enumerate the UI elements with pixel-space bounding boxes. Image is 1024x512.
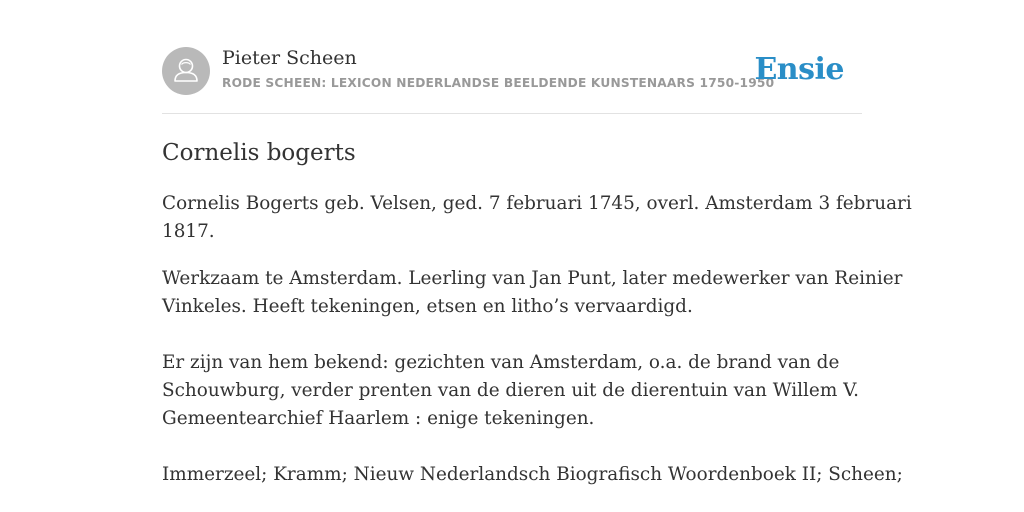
article-paragraph [162, 265, 903, 321]
paragraph-line: 1817. [162, 221, 215, 242]
paragraph-line: Cornelis Bogerts geb. Velsen, ged. 7 februari 1745, overl. Amsterdam 3 februari [162, 193, 912, 214]
paragraph-line: Werkzaam te Amsterdam. Leerling van Jan Punt, later medewerker van Reinier [162, 268, 903, 289]
article-paragraph [162, 349, 862, 433]
paragraph-line: Gemeentearchief Haarlem : enige tekeningen. [162, 408, 595, 429]
article-header [162, 46, 862, 96]
source-label[interactable]: RODE SCHEEN: LEXICON NEDERLANDSE BEELDENDE KUNSTENAARS 1750-1950 [222, 76, 775, 90]
user-silhouette-icon [162, 47, 210, 95]
header-divider [162, 113, 862, 114]
article-paragraph [162, 461, 903, 489]
article-paragraph [162, 190, 912, 246]
paragraph-line: Immerzeel; Kramm; Nieuw Nederlandsch Biografisch Woordenboek II; Scheen; [162, 464, 903, 485]
paragraph-line: Schouwburg, verder prenten van de dieren uit de dierentuin van Willem V. [162, 380, 860, 401]
paragraph-line: Er zijn van hem bekend: gezichten van Amsterdam, o.a. de brand van de [162, 352, 840, 373]
article-title: Cornelis bogerts [162, 140, 356, 166]
avatar[interactable] [162, 47, 210, 95]
brand-logo[interactable]: Ensie [754, 52, 844, 87]
paragraph-line: Vinkeles. Heeft tekeningen, etsen en litho’s vervaardigd. [162, 296, 693, 317]
author-name[interactable]: Pieter Scheen [222, 47, 357, 69]
